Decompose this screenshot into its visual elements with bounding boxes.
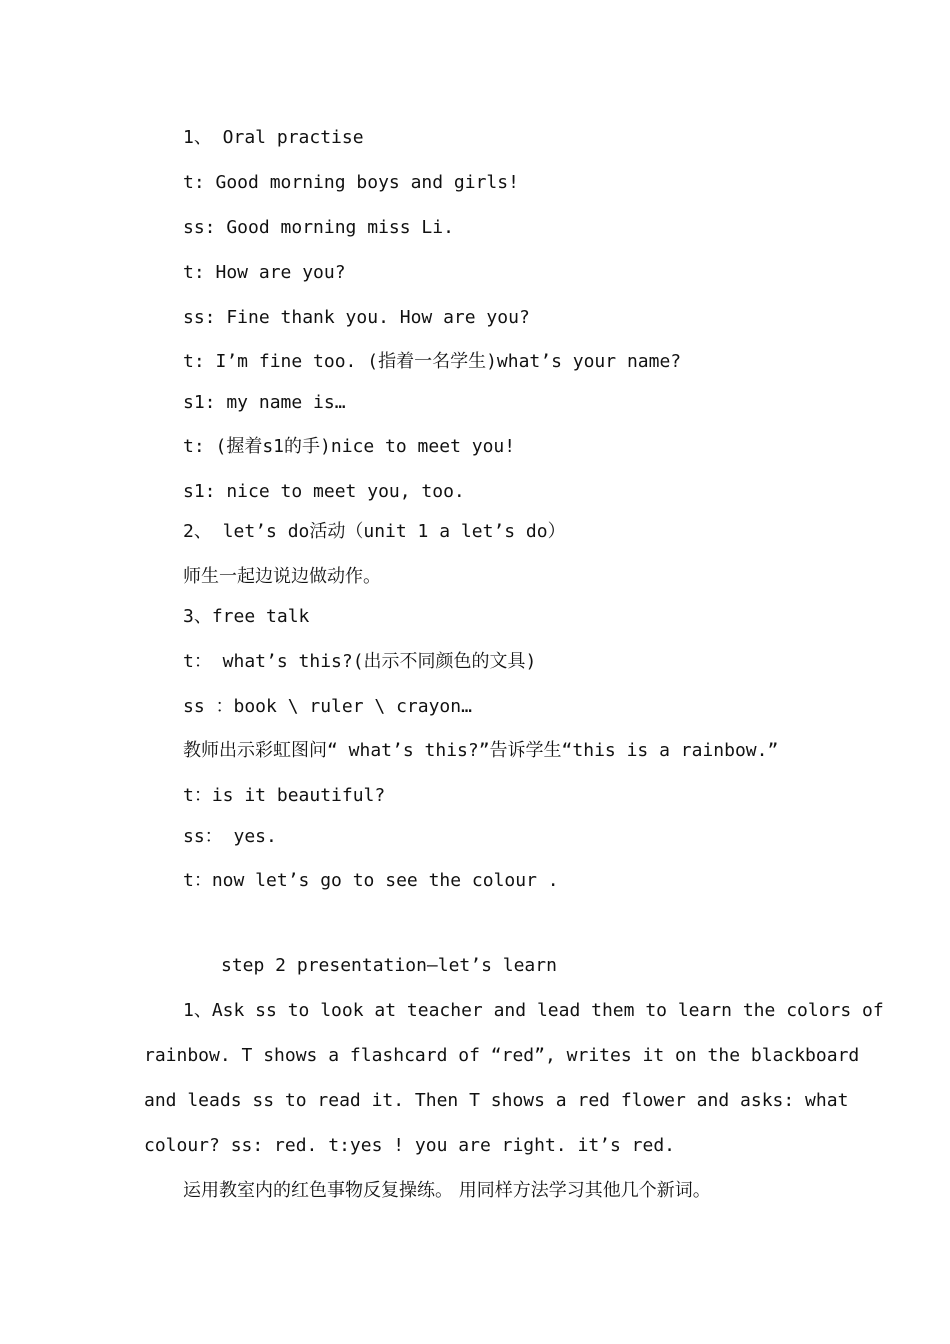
section-heading-free-talk: 3、free talk bbox=[183, 606, 310, 627]
dialogue-line: ss: Fine thank you. How are you? bbox=[183, 307, 530, 328]
dialogue-line: t: I’m fine too. (指着一名学生)what’s your name? bbox=[183, 351, 682, 372]
paragraph-line: rainbow. T shows a flashcard of “red”, writes it on the blackboard bbox=[144, 1045, 860, 1066]
presentation-paragraph bbox=[144, 999, 884, 1179]
dialogue-line: t: Good morning boys and girls! bbox=[183, 172, 519, 193]
dialogue-line: ss： yes. bbox=[183, 826, 277, 847]
section-heading-oral-practise: 1、 Oral practise bbox=[183, 127, 364, 148]
dialogue-line: t: How are you? bbox=[183, 262, 346, 283]
dialogue-line: t： what’s this?(出示不同颜色的文具) bbox=[183, 651, 537, 672]
dialogue-line: ss ：book \ ruler \ crayon… bbox=[183, 696, 472, 717]
closing-instruction: 运用教室内的红色事物反复操练。 用同样方法学习其他几个新词。 bbox=[183, 1180, 711, 1201]
section-heading-lets-do: 2、 let’s do活动（unit 1 a let’s do） bbox=[183, 521, 566, 542]
paragraph-line: colour? ss: red. t:yes ! you are right. it’s red. bbox=[144, 1135, 676, 1156]
dialogue-line: s1: my name is… bbox=[183, 392, 346, 413]
dialogue-line: t：now let’s go to see the colour . bbox=[183, 870, 559, 891]
paragraph-line: 1、Ask ss to look at teacher and lead them to learn the colors of bbox=[183, 1000, 884, 1021]
instruction-line: 师生一起边说边做动作。 bbox=[183, 566, 381, 587]
step-heading: step 2 presentation—let’s learn bbox=[221, 955, 557, 976]
dialogue-line: t：is it beautiful? bbox=[183, 785, 386, 806]
dialogue-line: t: (握着s1的手)nice to meet you! bbox=[183, 436, 516, 457]
instruction-line: 教师出示彩虹图问“ what’s this?”告诉学生“this is a rainbow.” bbox=[183, 740, 779, 761]
paragraph-line: and leads ss to read it. Then T shows a red flower and asks: what bbox=[144, 1090, 849, 1111]
dialogue-line: s1: nice to meet you, too. bbox=[183, 481, 465, 502]
dialogue-line: ss: Good morning miss Li. bbox=[183, 217, 454, 238]
